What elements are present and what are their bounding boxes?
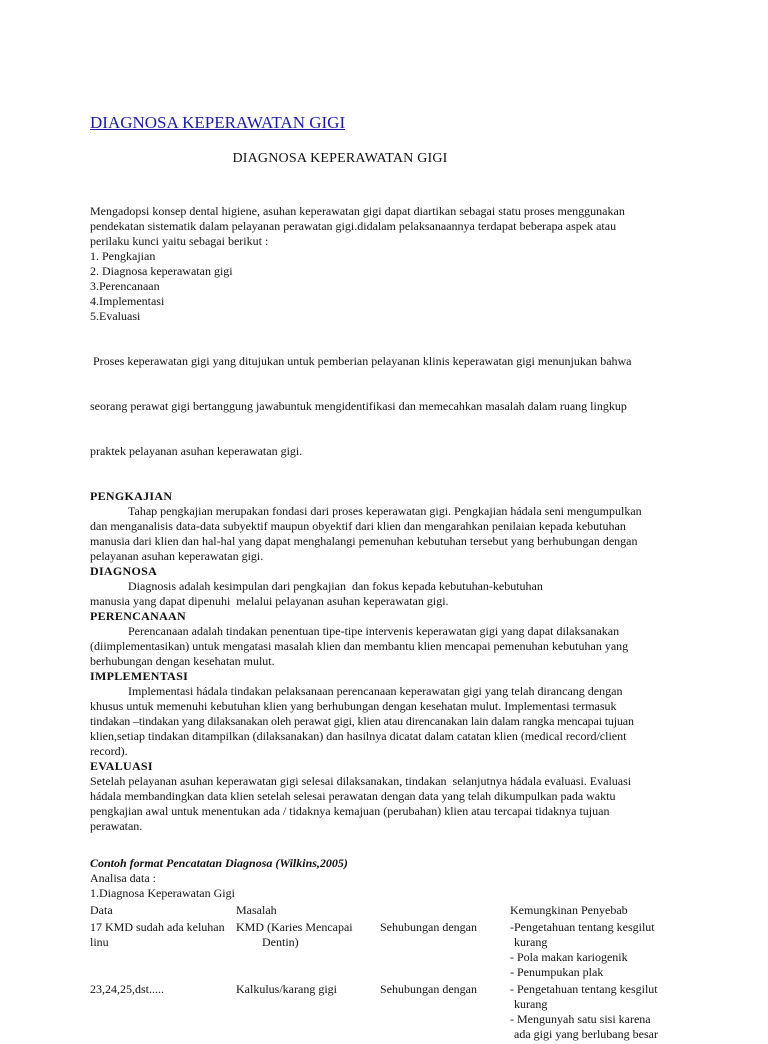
- section-perencanaan: [90, 609, 668, 669]
- section-line: Tahap pengkajian merupakan fondasi dari proses keperawatan gigi. Pengkajian hádala seni mengumpulkan: [128, 504, 642, 518]
- table-cell-masalah: [236, 982, 380, 1044]
- cell-line: 23,24,25,dst.....: [90, 982, 165, 996]
- table-cell-penyebab: [510, 982, 665, 1044]
- diagnosis-label: 1.Diagnosa Keperawatan Gigi: [90, 886, 235, 900]
- process-line: praktek pelayanan asuhan keperawatan gigi.: [90, 444, 303, 458]
- cell-line: Kalkulus/karang gigi: [236, 982, 337, 996]
- cell-line: ada gigi yang berlubang besar: [514, 1027, 658, 1041]
- table-cell-masalah: [236, 920, 380, 982]
- table-header-row: [90, 903, 665, 920]
- process-line: seorang perawat gigi bertanggung jawabuntuk mengidentifikasi dan memecahkan masalah dalam ruang lingkup: [90, 399, 627, 413]
- section-heading: EVALUASI: [90, 759, 153, 773]
- process-line: Proses keperawatan gigi yang ditujukan untuk pemberian pelayanan klinis keperawatan gigi menunjukan bahwa: [90, 354, 632, 368]
- section-line: hádala membandingkan data klien setelah selesai perawatan dengan data yang telah dikumpulkan pada waktu: [90, 789, 616, 803]
- cell-line: 17 KMD sudah ada keluhan: [90, 920, 225, 934]
- table-header: Masalah: [236, 903, 277, 917]
- cell-line: kurang: [514, 997, 548, 1011]
- section-line: tindakan –tindakan yang dilaksanakan oleh perawat gigi, klien atau direncanakan lain dalam rangka mencapai tujuan: [90, 714, 634, 728]
- cell-line: kurang: [514, 935, 548, 949]
- section-line: pengkajian awal untuk menentukan ada / tidaknya kemajuan (perubahan) klien atau tercapai tidaknya tujuan: [90, 804, 610, 818]
- table-cell-data: [90, 982, 236, 1044]
- intro-line: perilaku kunci yaitu sebagai berikut :: [90, 234, 269, 248]
- section-line: Setelah pelayanan asuhan keperawatan gigi selesai dilaksanakan, tindakan selanjutnya hádala evaluasi. Evaluasi: [90, 774, 632, 788]
- intro-paragraph: [90, 204, 668, 249]
- section-heading: PENGKAJIAN: [90, 489, 173, 503]
- table-row: [90, 920, 665, 982]
- section-line: klien,setiap tindakan ditampilkan (dilaksanakan) dan hasilnya dicatat dalam catatan klien (medical record/client: [90, 729, 627, 743]
- table-row: [90, 982, 665, 1044]
- document-title-link[interactable]: DIAGNOSA KEPERAWATAN GIGI: [90, 113, 346, 132]
- table-header: Data: [90, 903, 113, 917]
- table-cell-relasi: Sehubungan dengan: [380, 982, 477, 996]
- steps-list: [90, 249, 668, 324]
- table-header: [380, 903, 510, 920]
- table-header: Kemungkinan Penyebab: [510, 903, 628, 917]
- section-line: record).: [90, 744, 128, 758]
- document-body: [90, 204, 668, 1044]
- section-heading: PERENCANAAN: [90, 609, 186, 623]
- list-item: 1. Pengkajian: [90, 249, 156, 263]
- diagnosis-table: [90, 903, 665, 1044]
- section-pengkajian: [90, 489, 668, 564]
- cell-line: KMD (Karies Mencapai: [236, 920, 353, 934]
- intro-line: pendekatan sistematik dalam pelayanan perawatan gigi.didalam pelaksanaannya terdapat beberapa aspek atau: [90, 219, 617, 233]
- table-cell-penyebab: [510, 920, 665, 982]
- section-line: manusia dari klien dan hal-hal yang dapat menghalangi pemenuhan kebutuhan tersebut yang berhubungan dengan: [90, 534, 638, 548]
- section-implementasi: [90, 669, 668, 759]
- list-item: 5.Evaluasi: [90, 309, 141, 323]
- table-cell-data: [90, 920, 236, 982]
- cell-line: - Penumpukan plak: [510, 965, 604, 979]
- format-title: Contoh format Pencatatan Diagnosa (Wilkins,2005): [90, 856, 348, 870]
- list-item: 3.Perencanaan: [90, 279, 160, 293]
- section-heading: DIAGNOSA: [90, 564, 158, 578]
- cell-line: linu: [90, 935, 109, 949]
- table-cell-relasi: Sehubungan dengan: [380, 920, 477, 934]
- section-line: pelayanan asuhan keperawatan gigi.: [90, 549, 264, 563]
- list-item: 4.Implementasi: [90, 294, 165, 308]
- spacer: [90, 834, 668, 856]
- section-line: berhubungan dengan kesehatan mulut.: [90, 654, 275, 668]
- section-line: perawatan.: [90, 819, 143, 833]
- cell-line: - Pola makan kariogenik: [510, 950, 628, 964]
- cell-line: - Mengunyah satu sisi karena: [510, 1012, 651, 1026]
- document-heading: DIAGNOSA KEPERAWATAN GIGI: [232, 151, 448, 166]
- section-heading: IMPLEMENTASI: [90, 669, 189, 683]
- cell-line: - Pengetahuan tentang kesgilut: [510, 982, 658, 996]
- list-item: 2. Diagnosa keperawatan gigi: [90, 264, 233, 278]
- section-line: Perencanaan adalah tindakan penentuan tipe-tipe intervenis keperawatan gigi yang dapat dilaksanakan: [128, 624, 620, 638]
- section-line: dan menganalisis data-data subyektif maupun obyektif dari klien dan mengarahkan penilaian kepada kebutuhan: [90, 519, 626, 533]
- intro-line: Mengadopsi konsep dental higiene, asuhan keperawatan gigi dapat diartikan sebagai statu proses menggunakan: [90, 204, 625, 218]
- section-line: Diagnosis adalah kesimpulan dari pengkajian dan fokus kepada kebutuhan-kebutuhan: [128, 579, 543, 593]
- cell-line: Dentin): [262, 935, 299, 949]
- process-paragraph: [90, 324, 668, 489]
- section-line: khusus untuk memenuhi kebutuhan klien yang berhubungan dengan kesehatan mulut. Implementasi termasuk: [90, 699, 617, 713]
- analysis-label: Analisa data :: [90, 871, 156, 885]
- cell-line: -Pengetahuan tentang kesgilut: [510, 920, 655, 934]
- section-line: manusia yang dapat dipenuhi melalui pelayanan asuhan keperawatan gigi.: [90, 594, 449, 608]
- section-line: (diimplementasikan) untuk mengatasi masalah klien dan membantu klien mencapai pemenuhan kebutuhan yang: [90, 639, 629, 653]
- section-evaluasi: [90, 759, 668, 834]
- section-line: Implementasi hádala tindakan pelaksanaan perencanaan keperawatan gigi yang telah dirancang dengan: [128, 684, 623, 698]
- section-diagnosa: [90, 564, 668, 609]
